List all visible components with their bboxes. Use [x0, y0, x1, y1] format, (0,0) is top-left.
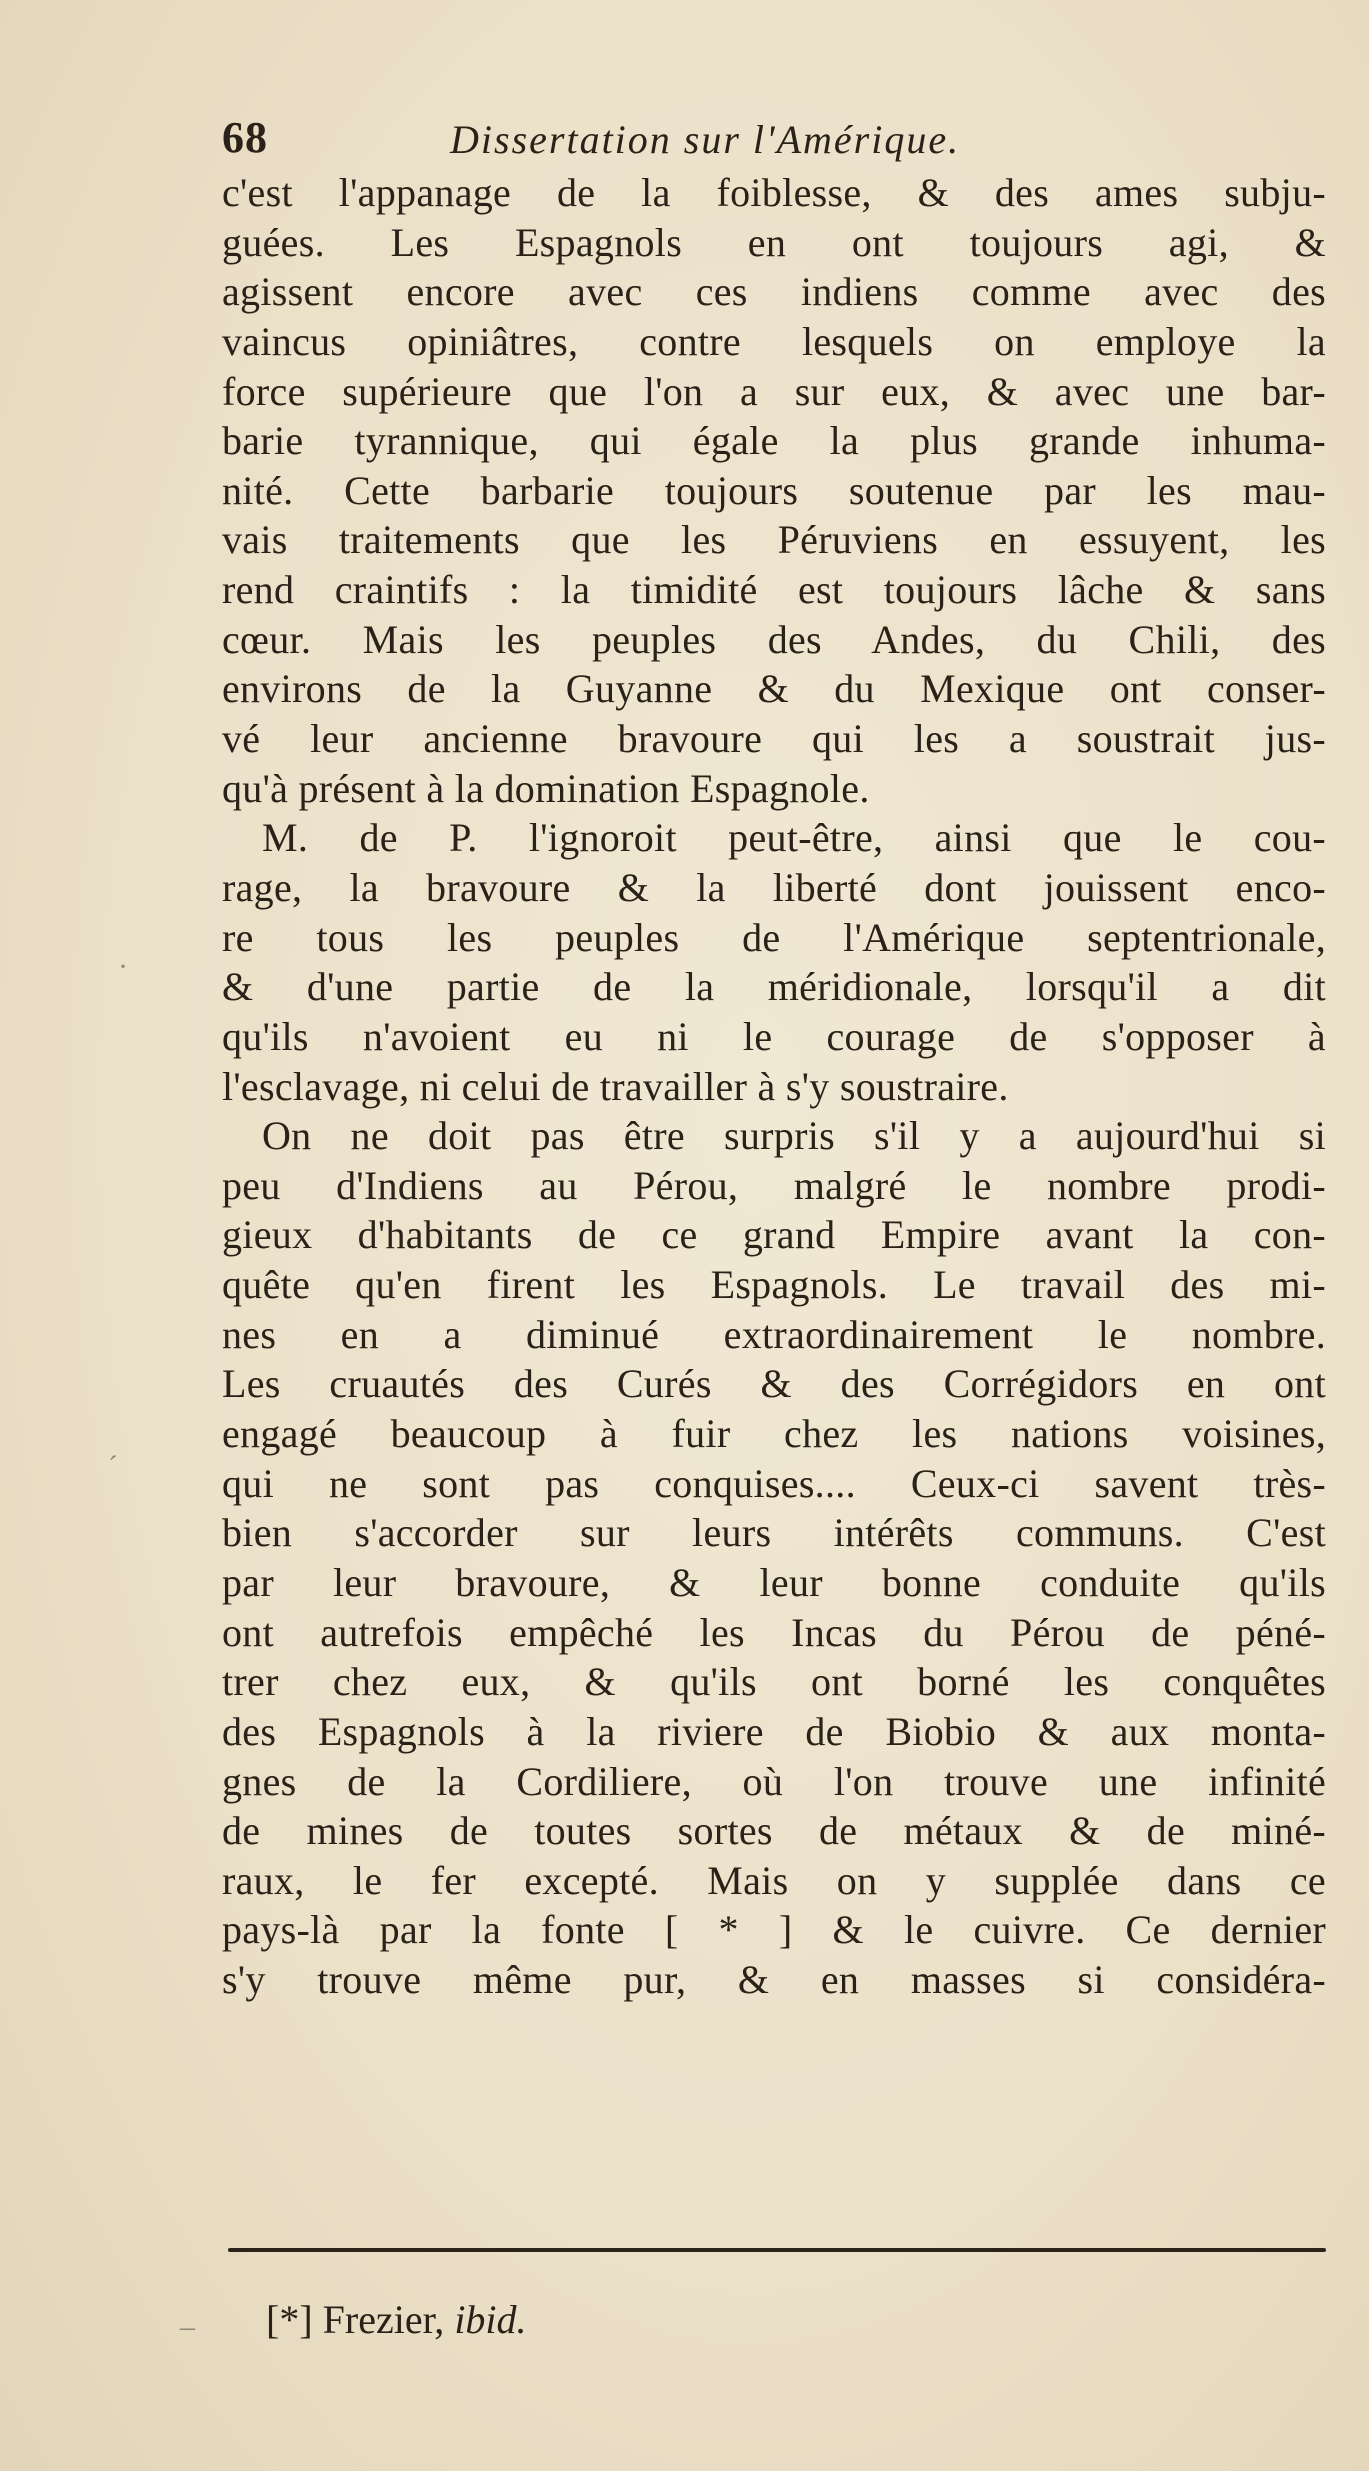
- margin-mark: ·: [118, 950, 128, 983]
- text-line: gieux d'habitants de ce grand Empire avant la con-: [222, 1212, 1326, 1258]
- text-line: raux, le fer excepté. Mais on y supplée dans ce: [222, 1857, 1326, 1903]
- text-line: l'esclavage, ni celui de travailler à s'y soustraire.: [222, 1063, 1009, 1109]
- text-line: cœur. Mais les peuples des Andes, du Chili, des: [222, 616, 1326, 662]
- text-line: On ne doit pas être surpris s'il y a aujourd'hui si: [262, 1113, 1326, 1159]
- footnote-author: Frezier,: [322, 2297, 445, 2342]
- text-line: qu'ils n'avoient eu ni le courage de s'opposer à: [222, 1013, 1326, 1059]
- text-line: pays-là par la fonte [ * ] & le cuivre. Ce dernier: [222, 1907, 1326, 1953]
- page-number: 68: [222, 113, 268, 162]
- text-line: M. de P. l'ignoroit peut-être, ainsi que le cou-: [262, 815, 1326, 861]
- text-line: c'est l'appanage de la foiblesse, & des ames subju-: [222, 170, 1326, 215]
- footnote-reference: ibid.: [454, 2297, 527, 2342]
- page-header: [222, 112, 1222, 172]
- text-line: ont autrefois empêché les Incas du Pérou de péné-: [222, 1609, 1326, 1655]
- margin-mark: ´: [108, 1450, 118, 1483]
- margin-mark: –: [180, 2310, 195, 2343]
- text-line: re tous les peuples de l'Amérique septentrionale,: [222, 914, 1326, 960]
- text-line: de mines de toutes sortes de métaux & de miné-: [222, 1808, 1326, 1854]
- text-line: gnes de la Cordiliere, où l'on trouve une infinité: [222, 1758, 1326, 1804]
- text-line: environs de la Guyanne & du Mexique ont conser-: [222, 666, 1326, 712]
- text-line: peu d'Indiens au Pérou, malgré le nombre prodi-: [222, 1162, 1326, 1208]
- text-line: guées. Les Espagnols en ont toujours agi, &: [222, 219, 1326, 265]
- text-line: trer chez eux, & qu'ils ont borné les conquêtes: [222, 1659, 1326, 1705]
- text-line: bien s'accorder sur leurs intérêts communs. C'est: [222, 1510, 1326, 1556]
- footnote-marker: [*]: [266, 2297, 313, 2342]
- text-line: Les cruautés des Curés & des Corrégidors en ont: [222, 1361, 1326, 1407]
- footnote: [266, 2296, 527, 2343]
- text-line: engagé beaucoup à fuir chez les nations voisines,: [222, 1411, 1326, 1457]
- text-line: qu'à présent à la domination Espagnole.: [222, 765, 870, 811]
- text-line: vaincus opiniâtres, contre lesquels on employe la: [222, 318, 1326, 364]
- text-line: s'y trouve même pur, & en masses si considéra-: [222, 1957, 1326, 2003]
- footnote-divider: [228, 2248, 1326, 2252]
- text-line: barie tyrannique, qui égale la plus grande inhuma-: [222, 418, 1326, 464]
- text-line: nité. Cette barbarie toujours soutenue par les mau-: [222, 467, 1326, 513]
- text-line: rage, la bravoure & la liberté dont jouissent enco-: [222, 864, 1326, 910]
- text-line: des Espagnols à la riviere de Biobio & aux monta-: [222, 1708, 1326, 1754]
- text-line: qui ne sont pas conquises.... Ceux-ci savent très-: [222, 1460, 1326, 1506]
- text-line: & d'une partie de la méridionale, lorsqu'il a dit: [222, 964, 1326, 1010]
- text-line: agissent encore avec ces indiens comme avec des: [222, 269, 1326, 315]
- text-line: rend craintifs : la timidité est toujours lâche & sans: [222, 567, 1326, 613]
- text-line: force supérieure que l'on a sur eux, & avec une bar-: [222, 368, 1326, 414]
- text-line: nes en a diminué extraordinairement le nombre.: [222, 1311, 1326, 1357]
- text-line: quête qu'en firent les Espagnols. Le travail des mi-: [222, 1262, 1326, 1308]
- text-line: vais traitements que les Péruviens en essuyent, les: [222, 517, 1326, 563]
- running-title: Dissertation sur l'Amérique.: [450, 117, 961, 162]
- body-text: [222, 168, 1326, 2005]
- text-line: vé leur ancienne bravoure qui les a soustrait jus-: [222, 716, 1326, 762]
- text-line: par leur bravoure, & leur bonne conduite qu'ils: [222, 1559, 1326, 1605]
